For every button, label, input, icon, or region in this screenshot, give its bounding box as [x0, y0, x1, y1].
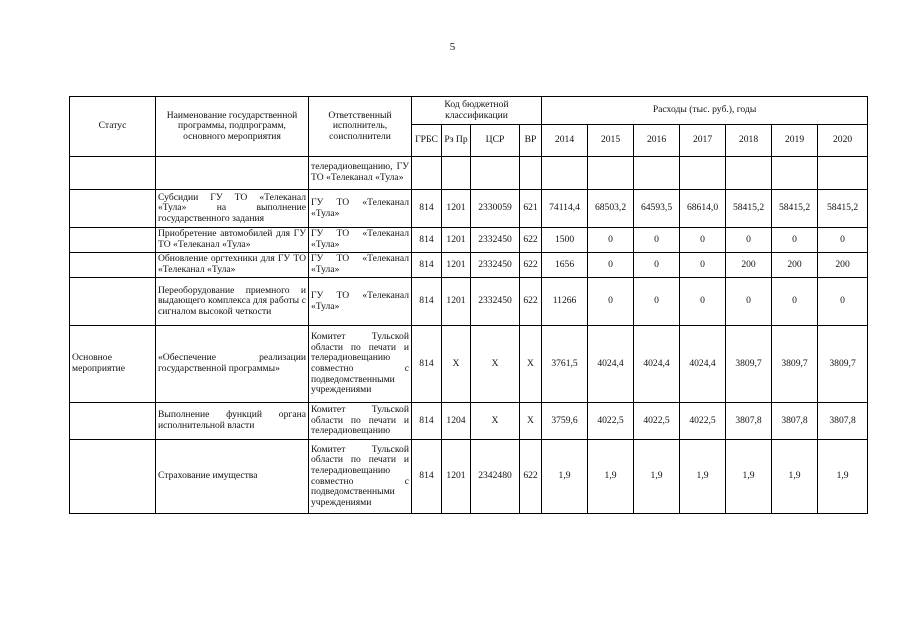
cell-value: 0 — [634, 278, 680, 326]
table-row — [70, 403, 868, 440]
cell-name: Субсидии ГУ ТО «Телеканал «Тула» на выполнение государственного задания — [156, 190, 309, 228]
cell-value: 3807,8 — [772, 403, 818, 440]
cell-value: 64593,5 — [634, 190, 680, 228]
header-expenses: Расходы (тыс. руб.), годы — [542, 97, 868, 125]
cell-csr: Х — [471, 403, 520, 440]
header-year: 2020 — [818, 125, 868, 157]
cell-value: 58415,2 — [818, 190, 868, 228]
cell-status — [70, 403, 156, 440]
cell-rzpr: 1201 — [442, 190, 471, 228]
cell-grbs: 814 — [412, 190, 442, 228]
cell-value: 3807,8 — [818, 403, 868, 440]
cell-value: 3809,7 — [818, 326, 868, 403]
cell-grbs: 814 — [412, 326, 442, 403]
cell-value: 58415,2 — [772, 190, 818, 228]
cell-name — [156, 157, 309, 190]
cell-status — [70, 278, 156, 326]
cell-value: 0 — [634, 228, 680, 253]
cell-status — [70, 157, 156, 190]
cell-value: 0 — [680, 278, 726, 326]
table-row — [70, 278, 868, 326]
cell-value — [772, 157, 818, 190]
cell-vr: 622 — [520, 278, 542, 326]
cell-executor: ГУ ТО «Телеканал «Тула» — [309, 228, 412, 253]
table-row — [70, 440, 868, 514]
cell-value: 1,9 — [772, 440, 818, 514]
header-csr: ЦСР — [471, 125, 520, 157]
cell-value: 4024,4 — [680, 326, 726, 403]
cell-value: 1656 — [542, 253, 588, 278]
cell-value: 4024,4 — [588, 326, 634, 403]
cell-value: 1,9 — [588, 440, 634, 514]
cell-name: Приобретение автомобилей для ГУ ТО «Телеканал «Тула» — [156, 228, 309, 253]
cell-value: 1,9 — [634, 440, 680, 514]
cell-name: Обновление оргтехники для ГУ ТО «Телеканал «Тула» — [156, 253, 309, 278]
cell-rzpr: 1201 — [442, 253, 471, 278]
cell-value: 4022,5 — [588, 403, 634, 440]
cell-vr: 622 — [520, 253, 542, 278]
cell-csr: Х — [471, 326, 520, 403]
cell-value: 0 — [818, 228, 868, 253]
cell-value: 200 — [772, 253, 818, 278]
cell-value: 1,9 — [726, 440, 772, 514]
cell-value — [726, 157, 772, 190]
header-budget-code: Код бюджетной классификации — [412, 97, 542, 125]
cell-value: 0 — [588, 278, 634, 326]
cell-value: 0 — [634, 253, 680, 278]
cell-executor: ГУ ТО «Телеканал «Тула» — [309, 190, 412, 228]
cell-rzpr: 1201 — [442, 278, 471, 326]
cell-vr: 621 — [520, 190, 542, 228]
cell-grbs: 814 — [412, 253, 442, 278]
header-year: 2018 — [726, 125, 772, 157]
cell-value: 0 — [818, 278, 868, 326]
header-year: 2016 — [634, 125, 680, 157]
cell-status — [70, 190, 156, 228]
header-row-top — [70, 97, 868, 125]
cell-value — [818, 157, 868, 190]
cell-status: Основное мероприятие — [70, 326, 156, 403]
cell-value: 0 — [726, 278, 772, 326]
cell-value: 68503,2 — [588, 190, 634, 228]
cell-value: 0 — [588, 253, 634, 278]
table-body — [70, 157, 868, 514]
cell-executor: ГУ ТО «Телеканал «Тула» — [309, 253, 412, 278]
cell-value: 1,9 — [542, 440, 588, 514]
cell-name: Выполнение функций органа исполнительной власти — [156, 403, 309, 440]
header-executor: Ответственный исполнитель, соисполнители — [309, 97, 412, 157]
cell-value: 200 — [818, 253, 868, 278]
cell-rzpr: 1204 — [442, 403, 471, 440]
cell-value: 0 — [726, 228, 772, 253]
header-vr: ВР — [520, 125, 542, 157]
cell-value — [634, 157, 680, 190]
cell-value: 11266 — [542, 278, 588, 326]
cell-value: 1500 — [542, 228, 588, 253]
cell-csr: 2332450 — [471, 253, 520, 278]
table-row — [70, 326, 868, 403]
cell-name: «Обеспечение реализации государственной программы» — [156, 326, 309, 403]
cell-status — [70, 440, 156, 514]
cell-executor: Комитет Тульской области по печати и телерадиовещанию совместно с подведомственными учреждениями — [309, 326, 412, 403]
cell-vr: Х — [520, 326, 542, 403]
cell-grbs — [412, 157, 442, 190]
cell-vr — [520, 157, 542, 190]
cell-value: 3809,7 — [772, 326, 818, 403]
cell-grbs: 814 — [412, 278, 442, 326]
table-row — [70, 190, 868, 228]
cell-grbs: 814 — [412, 440, 442, 514]
cell-name: Переоборудование приемного и выдающего комплекса для работы с сигналом высокой четкости — [156, 278, 309, 326]
cell-value: 58415,2 — [726, 190, 772, 228]
cell-value: 3807,8 — [726, 403, 772, 440]
header-rzpr: Рз Пр — [442, 125, 471, 157]
cell-value: 4022,5 — [634, 403, 680, 440]
page-number: 5 — [449, 41, 456, 53]
cell-value: 4022,5 — [680, 403, 726, 440]
cell-value: 200 — [726, 253, 772, 278]
cell-value: 74114,4 — [542, 190, 588, 228]
cell-value: 0 — [772, 228, 818, 253]
header-year: 2015 — [588, 125, 634, 157]
header-name: Наименование государственной программы, подпрограмм, основного мероприятия — [156, 97, 309, 157]
cell-value: 3761,5 — [542, 326, 588, 403]
cell-value: 3809,7 — [726, 326, 772, 403]
header-year: 2017 — [680, 125, 726, 157]
cell-value: 0 — [588, 228, 634, 253]
cell-value: 1,9 — [818, 440, 868, 514]
cell-csr: 2332450 — [471, 228, 520, 253]
table-row — [70, 228, 868, 253]
cell-grbs: 814 — [412, 228, 442, 253]
cell-vr: 622 — [520, 228, 542, 253]
cell-value: 0 — [680, 228, 726, 253]
header-year: 2014 — [542, 125, 588, 157]
cell-rzpr — [442, 157, 471, 190]
cell-rzpr: 1201 — [442, 228, 471, 253]
header-status: Статус — [70, 97, 156, 157]
cell-value — [680, 157, 726, 190]
cell-vr: Х — [520, 403, 542, 440]
cell-rzpr: 1201 — [442, 440, 471, 514]
cell-value: 1,9 — [680, 440, 726, 514]
budget-table — [69, 96, 868, 514]
cell-executor: Комитет Тульской области по печати и телерадиовещанию — [309, 403, 412, 440]
cell-csr: 2332450 — [471, 278, 520, 326]
cell-grbs: 814 — [412, 403, 442, 440]
table-row — [70, 157, 868, 190]
cell-executor: телерадиовещанию, ГУ ТО «Телеканал «Тула» — [309, 157, 412, 190]
cell-value: 0 — [772, 278, 818, 326]
cell-vr: 622 — [520, 440, 542, 514]
cell-status — [70, 228, 156, 253]
table-row — [70, 253, 868, 278]
cell-value: 68614,0 — [680, 190, 726, 228]
cell-name: Страхование имущества — [156, 440, 309, 514]
header-grbs: ГРБС — [412, 125, 442, 157]
cell-csr — [471, 157, 520, 190]
cell-rzpr: Х — [442, 326, 471, 403]
cell-executor: ГУ ТО «Телеканал «Тула» — [309, 278, 412, 326]
cell-csr: 2342480 — [471, 440, 520, 514]
header-year: 2019 — [772, 125, 818, 157]
cell-csr: 2330059 — [471, 190, 520, 228]
cell-value: 0 — [680, 253, 726, 278]
cell-value: 3759,6 — [542, 403, 588, 440]
cell-value: 4024,4 — [634, 326, 680, 403]
cell-value — [542, 157, 588, 190]
cell-value — [588, 157, 634, 190]
cell-status — [70, 253, 156, 278]
cell-executor: Комитет Тульской области по печати и телерадиовещанию совместно с подведомственными учреждениями — [309, 440, 412, 514]
